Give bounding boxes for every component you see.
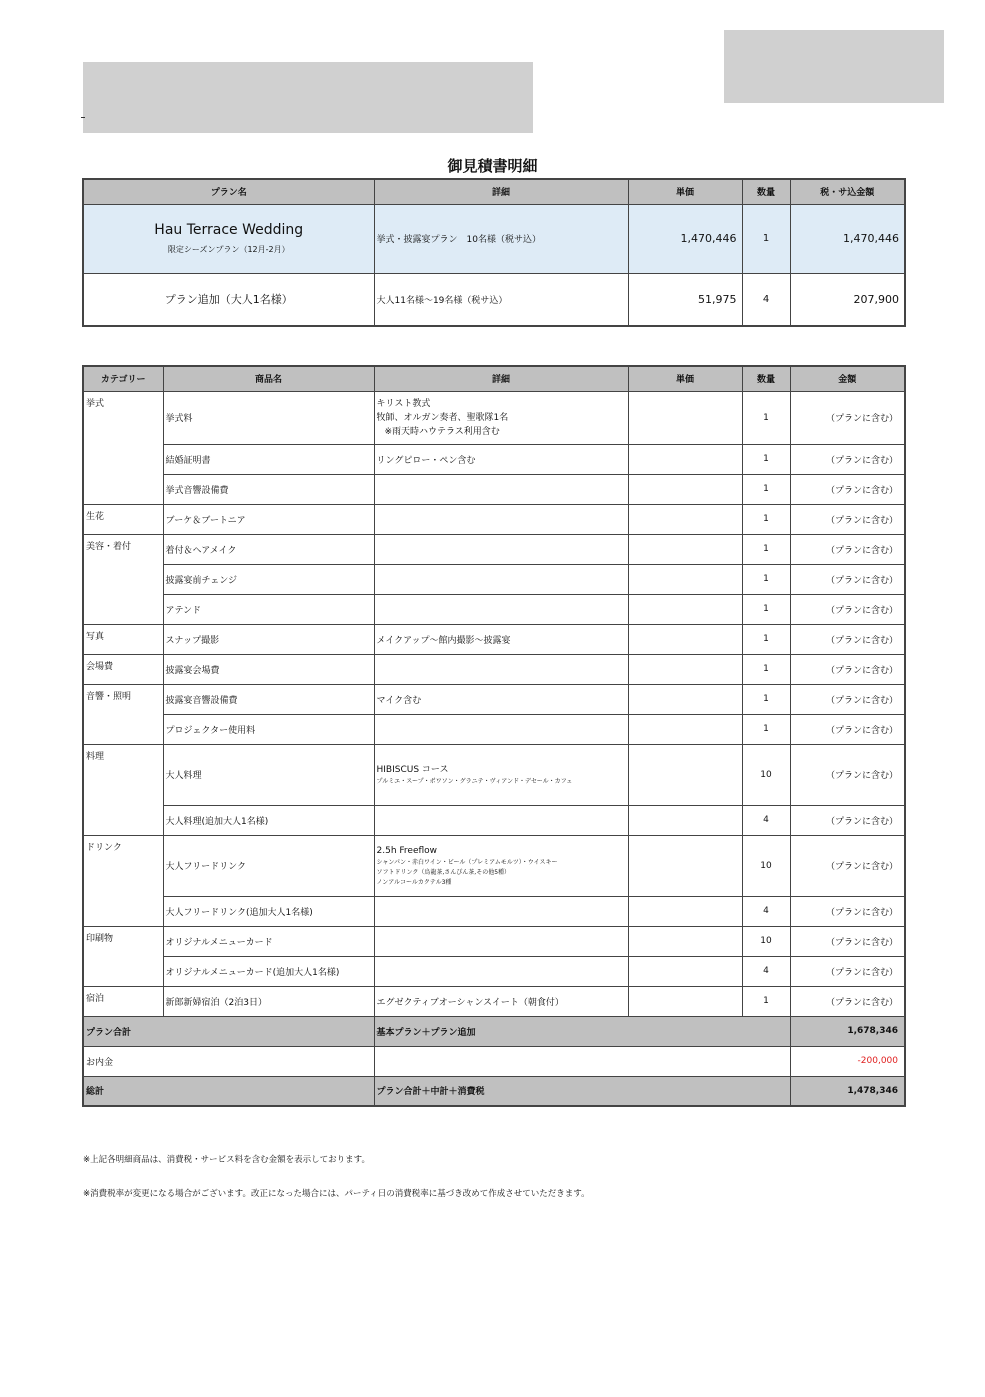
- header-qty: 数量: [742, 179, 790, 204]
- item-name: オリジナルメニューカード: [163, 926, 374, 956]
- item-qty: 1: [742, 624, 790, 654]
- items-table: [82, 365, 906, 1107]
- item-detail: [374, 504, 628, 534]
- item-unit-price: [628, 956, 742, 986]
- addon-amount: 207,900: [790, 273, 905, 326]
- category-cell: 音響・照明: [83, 684, 163, 744]
- item-detail: [374, 654, 628, 684]
- header-item-amount: 金額: [790, 366, 905, 391]
- item-amount: （プランに含む）: [790, 594, 905, 624]
- deposit-amount: -200,000: [790, 1046, 905, 1076]
- plan-total-amount: 1,678,346: [790, 1016, 905, 1046]
- item-qty: 1: [742, 594, 790, 624]
- item-unit-price: [628, 474, 742, 504]
- plan-detail: 挙式・披露宴プラン 10名様（税サ込）: [374, 204, 628, 273]
- item-unit-price: [628, 684, 742, 714]
- detail-line: ※雨天時ハウテラス利用含む: [384, 426, 500, 437]
- item-amount: （プランに含む）: [790, 684, 905, 714]
- table-row: [83, 624, 905, 654]
- category-cell: 美容・着付: [83, 534, 163, 624]
- item-name: 挙式音響設備費: [163, 474, 374, 504]
- item-amount: （プランに含む）: [790, 654, 905, 684]
- tax-change-note: ※消費税率が変更になる場合がございます。改正になった場合には、パーティ日の消費税率に基づき改めて作成させていただきます。: [83, 1189, 590, 1199]
- detail-line: キリスト教式: [376, 398, 431, 409]
- header-item-detail: 詳細: [374, 366, 628, 391]
- document-title: 御見積書明細: [447, 157, 538, 175]
- plan-unit-price: 1,470,446: [628, 204, 742, 273]
- item-amount: （プランに含む）: [790, 926, 905, 956]
- item-unit-price: [628, 986, 742, 1016]
- item-amount: （プランに含む）: [790, 624, 905, 654]
- item-name: プロジェクター使用料: [163, 714, 374, 744]
- item-unit-price: [628, 835, 742, 896]
- item-amount: （プランに含む）: [790, 474, 905, 504]
- item-detail: [374, 594, 628, 624]
- item-detail: [374, 474, 628, 504]
- table-row: [83, 926, 905, 956]
- plan-name: Hau Terrace Wedding: [154, 222, 304, 238]
- detail-line: ソフトドリンク（烏龍茶,さんぴん茶,その他5種）: [376, 868, 511, 876]
- item-amount: （プランに含む）: [790, 805, 905, 835]
- item-unit-price: [628, 714, 742, 744]
- item-amount: （プランに含む）: [790, 444, 905, 474]
- item-name: 新郎新婦宿泊（2泊3日）: [163, 986, 374, 1016]
- item-unit-price: [628, 896, 742, 926]
- item-qty: 4: [742, 805, 790, 835]
- tax-note: ※上記各明細商品は、消費税・サービス料を含む金額を表示しております。: [83, 1155, 370, 1165]
- item-name: 大人料理(追加大人1名様): [163, 805, 374, 835]
- redacted-block-right: [724, 30, 944, 103]
- item-qty: 10: [742, 835, 790, 896]
- item-detail: [374, 534, 628, 564]
- plan-total-detail: 基本プラン＋プラン追加: [374, 1016, 790, 1046]
- item-detail: リングピロー・ペン含む: [374, 444, 628, 474]
- redacted-block-left: [83, 62, 533, 133]
- item-detail: [374, 714, 628, 744]
- item-detail: マイク含む: [374, 684, 628, 714]
- item-unit-price: [628, 534, 742, 564]
- item-qty: 4: [742, 956, 790, 986]
- table-row: [83, 594, 905, 624]
- item-detail: [374, 956, 628, 986]
- item-qty: 1: [742, 654, 790, 684]
- plan-table: [82, 178, 906, 327]
- header-item-qty: 数量: [742, 366, 790, 391]
- table-row: [83, 391, 905, 444]
- table-row: [83, 474, 905, 504]
- item-name: 披露宴音響設備費: [163, 684, 374, 714]
- item-qty: 1: [742, 986, 790, 1016]
- item-name: 大人フリードリンク(追加大人1名様): [163, 896, 374, 926]
- item-qty: 1: [742, 474, 790, 504]
- header-item-name: 商品名: [163, 366, 374, 391]
- plan-total-row: [83, 1016, 905, 1046]
- deposit-row: [83, 1046, 905, 1076]
- item-detail: [374, 896, 628, 926]
- item-name: 大人料理: [163, 744, 374, 805]
- items-table-header: [83, 366, 905, 391]
- table-row: [83, 654, 905, 684]
- header-category: カテゴリー: [83, 366, 163, 391]
- item-name: オリジナルメニューカード(追加大人1名様): [163, 956, 374, 986]
- detail-line: 牧師、オルガン奏者、聖歌隊1名: [376, 412, 509, 423]
- item-name: 大人フリードリンク: [163, 835, 374, 896]
- item-name: 挙式料: [163, 391, 374, 444]
- item-detail: [374, 805, 628, 835]
- item-qty: 1: [742, 444, 790, 474]
- table-row: [83, 956, 905, 986]
- item-unit-price: [628, 444, 742, 474]
- table-row: [83, 896, 905, 926]
- detail-line: HIBISCUS コース: [376, 764, 449, 775]
- plan-name-cell: [83, 204, 374, 273]
- plan-table-header: [83, 179, 905, 204]
- detail-line: 2.5h Freeflow: [376, 845, 438, 856]
- item-amount: （プランに含む）: [790, 534, 905, 564]
- grand-total-row: [83, 1076, 905, 1106]
- addon-unit-price: 51,975: [628, 273, 742, 326]
- detail-line: プルミエ・スープ・ポワソン・グラニテ・ヴィアンド・デセール・カフェ: [376, 777, 573, 785]
- category-cell: 印刷物: [83, 926, 163, 986]
- header-item-unit-price: 単価: [628, 366, 742, 391]
- item-unit-price: [628, 594, 742, 624]
- plan-amount: 1,470,446: [790, 204, 905, 273]
- item-name: 披露宴会場費: [163, 654, 374, 684]
- detail-line: シャンパン・赤白ワイン・ビール（プレミアムモルツ）・ウイスキー: [376, 858, 558, 866]
- item-unit-price: [628, 564, 742, 594]
- addon-row: [83, 273, 905, 326]
- item-name: スナップ撮影: [163, 624, 374, 654]
- item-amount: （プランに含む）: [790, 896, 905, 926]
- table-row: [83, 714, 905, 744]
- item-name: ブーケ＆ブートニア: [163, 504, 374, 534]
- item-unit-price: [628, 744, 742, 805]
- detail-line: ノンアルコールカクテル3種: [376, 878, 452, 886]
- category-cell: 挙式: [83, 391, 163, 504]
- item-qty: 1: [742, 534, 790, 564]
- item-detail: [374, 835, 628, 896]
- deposit-detail: [374, 1046, 790, 1076]
- item-unit-price: [628, 926, 742, 956]
- category-cell: 料理: [83, 744, 163, 835]
- item-qty: 10: [742, 744, 790, 805]
- item-unit-price: [628, 654, 742, 684]
- table-row: [83, 835, 905, 896]
- item-detail: [374, 391, 628, 444]
- item-detail: [374, 744, 628, 805]
- header-amount: 税・サ込金額: [790, 179, 905, 204]
- item-qty: 1: [742, 391, 790, 444]
- grand-total-label: 総計: [83, 1076, 374, 1106]
- item-detail: エグゼクティブオーシャンスイート（朝食付）: [374, 986, 628, 1016]
- item-qty: 1: [742, 714, 790, 744]
- item-detail: [374, 564, 628, 594]
- plan-total-label: プラン合計: [83, 1016, 374, 1046]
- table-row: [83, 744, 905, 805]
- category-cell: 会場費: [83, 654, 163, 684]
- category-cell: 宿泊: [83, 986, 163, 1016]
- item-amount: （プランに含む）: [790, 835, 905, 896]
- item-qty: 10: [742, 926, 790, 956]
- table-row: [83, 564, 905, 594]
- item-name: 披露宴前チェンジ: [163, 564, 374, 594]
- item-qty: 1: [742, 684, 790, 714]
- item-qty: 4: [742, 896, 790, 926]
- table-row: [83, 684, 905, 714]
- item-unit-price: [628, 391, 742, 444]
- addon-qty: 4: [742, 273, 790, 326]
- table-row: [83, 504, 905, 534]
- plan-qty: 1: [742, 204, 790, 273]
- plan-row: [83, 204, 905, 273]
- item-amount: （プランに含む）: [790, 391, 905, 444]
- header-unit-price: 単価: [628, 179, 742, 204]
- item-name: アテンド: [163, 594, 374, 624]
- item-amount: （プランに含む）: [790, 956, 905, 986]
- item-unit-price: [628, 624, 742, 654]
- table-row: [83, 534, 905, 564]
- deposit-label: お内金: [83, 1046, 374, 1076]
- category-cell: 生花: [83, 504, 163, 534]
- item-name: 結婚証明書: [163, 444, 374, 474]
- item-qty: 1: [742, 504, 790, 534]
- table-row: [83, 444, 905, 474]
- table-row: [83, 805, 905, 835]
- header-plan-name: プラン名: [83, 179, 374, 204]
- header-detail: 詳細: [374, 179, 628, 204]
- addon-name: プラン追加（大人1名様）: [83, 273, 374, 326]
- grand-total-amount: 1,478,346: [790, 1076, 905, 1106]
- item-detail: メイクアップ～館内撮影～披露宴: [374, 624, 628, 654]
- category-cell: ドリンク: [83, 835, 163, 926]
- grand-total-detail: プラン合計＋中計＋消費税: [374, 1076, 790, 1106]
- item-name: 着付＆ヘアメイク: [163, 534, 374, 564]
- item-detail: [374, 926, 628, 956]
- item-amount: （プランに含む）: [790, 714, 905, 744]
- item-amount: （プランに含む）: [790, 744, 905, 805]
- item-amount: （プランに含む）: [790, 504, 905, 534]
- addon-detail: 大人11名様～19名様（税サ込）: [374, 273, 628, 326]
- plan-subname: 限定シーズンプラン（12月-2月）: [167, 245, 290, 254]
- table-row: [83, 986, 905, 1016]
- item-qty: 1: [742, 564, 790, 594]
- item-unit-price: [628, 805, 742, 835]
- item-unit-price: [628, 504, 742, 534]
- category-cell: 写真: [83, 624, 163, 654]
- item-amount: （プランに含む）: [790, 564, 905, 594]
- item-amount: （プランに含む）: [790, 986, 905, 1016]
- tick-mark: [81, 117, 85, 118]
